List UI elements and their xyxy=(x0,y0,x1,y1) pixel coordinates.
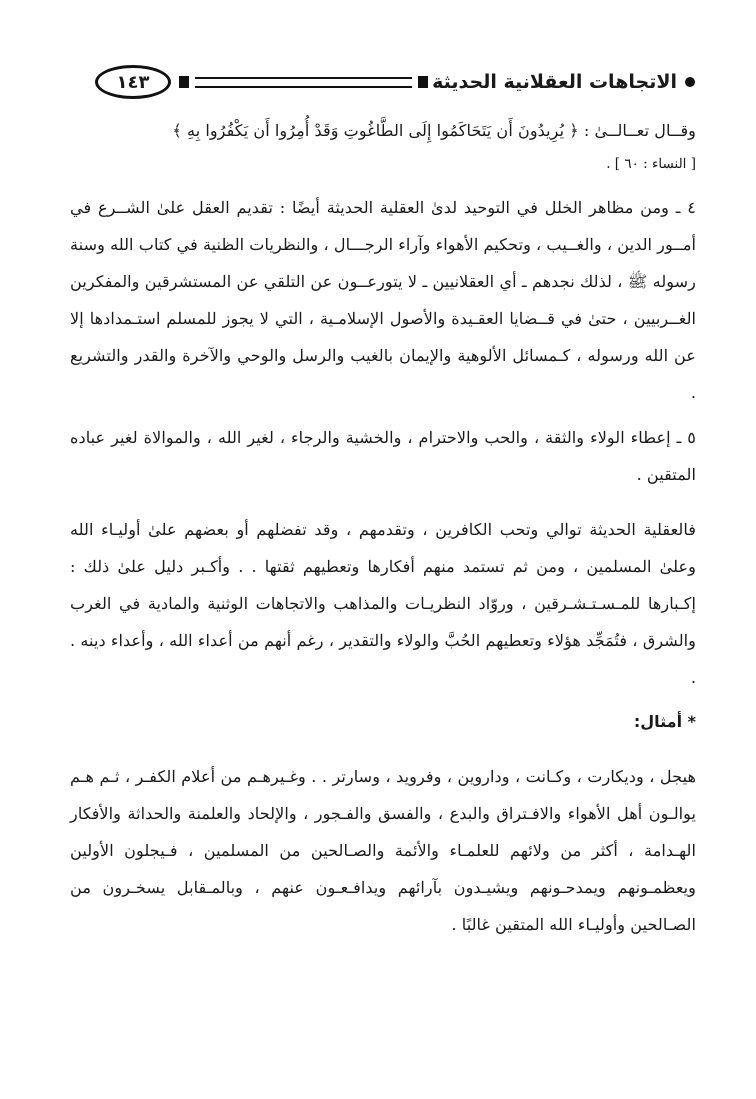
page-number: ١٤٣ xyxy=(95,65,171,99)
running-title: الاتجاهات العقلانية الحديثة xyxy=(432,71,677,93)
page-header xyxy=(95,62,695,102)
header-rule xyxy=(195,77,412,88)
verse-reference: [ النساء : ٦٠ ] . xyxy=(606,156,696,172)
examples-heading: * أمثال: xyxy=(633,712,696,731)
paragraph-point-5: ٥ ـ إعطاء الولاء والثقة ، والحب والاحترام ، والخشية والرجاء ، لغير الله ، والموالاة لغير عباده المتقين . xyxy=(70,428,696,484)
rule-end-block xyxy=(418,76,428,88)
paragraph-loyalty: فالعقلية الحديثة توالي وتحب الكافرين ، وتقدمهم ، وقد تفضلهم أو بعضهم علىٰ أوليـاء الله وعلىٰ المسلمين ، ومن ثم تستمد منهم أفكارها وتعطيهم ثقتها . . وأكـبر دليل علىٰ ذلك : إكـبارها للمـسـتـشـرقين ، وروّاد النظريـات والمذاهب والاتجاهات الوثنية والمادية في الغرب والشرق ، فتُمَجِّد هؤلاء وتعطيهم الحُبَّ والولاء والتقدير ، رغم أنهم من أعداء الله ، وأعداء دينه . . xyxy=(70,520,696,687)
page-body xyxy=(70,112,696,943)
verse-intro: وقــال تعــالــىٰ : ﴿ يُرِيدُونَ أَن يَتَحَاكَمُوا إِلَى الطَّاغُوتِ وَقَدْ أُمِرُوا أَن يَكْفُرُوا بِهِ ﴾ xyxy=(172,121,696,140)
paragraph-point-4: ٤ ـ ومن مظاهر الخلل في التوحيد لدىٰ العقلية الحديثة أيضًا : تقديم العقل علىٰ الشــرع في أمــور الدين ، والغــيب ، وتحكيم الأهواء وآراء الرجـــال ، والنظريات الظنية في كتاب الله وسنة رسوله ﷺ ، لذلك نجدهم ـ أي العقلانيين ـ لا يتورعــون عن التلقي عن المستشرقين والمفكرين الغــربيين ، حتىٰ في قــضايا العقـيدة والأصول الإسلامـية ، التي لا يجوز للمسلم استـمدادها إلا عن الله ورسوله ، كـمسائل الألوهية والإيمان بالغيب والرسل والوحي والآخرة والقدر والتشريع . xyxy=(70,198,696,402)
paragraph-examples: هيجل ، وديكارت ، وكـانت ، وداروين ، وفرويد ، وسارتر . . وغـيرهـم من أعلام الكفـر ، ثـم هـم يوالـون أهل الأهواء والافـتراق والبدع ، والفسق والفـجور ، والإلحاد والعلمنة والحداثة والأفكار الهـدامة ، أكثر من ولائهم للعلمـاء والأئمة والصـالحين من المسلمين ، فـيجلون الأولين ويعظمـونهم ويمدحـونهم ويشيـدون بآرائهم ويدافـعـون عنهم ، وبالمـقابل يسخـرون من الصـالحين وأوليـاء الله المتقين غالبًا . xyxy=(70,767,696,934)
rule-end-block xyxy=(179,76,189,88)
bullet-dot-icon xyxy=(685,77,695,87)
